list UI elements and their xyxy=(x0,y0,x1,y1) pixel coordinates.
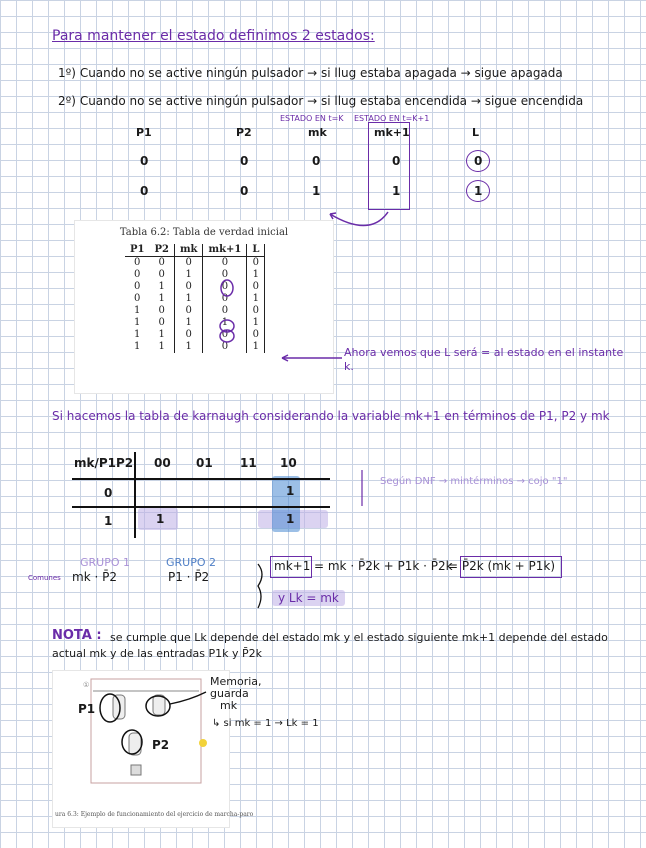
memory-note-line: Memoria, xyxy=(210,675,262,688)
nota-text: se cumple que Lk depende del estado mk y el estado siguiente mk+1 depende del estado actual mk y de las entradas P1k y P̄2k xyxy=(52,631,608,660)
th-mk: mk xyxy=(174,244,203,257)
equation-rhs: = mk · P̄2k + P1k · P̄2k xyxy=(314,559,453,573)
truth-table-cell: 0 xyxy=(203,305,247,317)
truth-table-cell: 1 xyxy=(134,305,141,316)
nota-label: NOTA : xyxy=(52,628,102,643)
truth-table-cell: 1 xyxy=(174,269,203,281)
case-1-number: 1º) xyxy=(58,66,76,80)
th-p1: P1 xyxy=(125,244,149,257)
truth-table-cell: 0 xyxy=(134,269,141,280)
hand-cell: 0 xyxy=(312,154,321,168)
hand-cell: 0 xyxy=(474,154,483,168)
truth-table-cell: 1 xyxy=(158,329,165,340)
circle-mark-icon xyxy=(122,730,142,754)
th-p2: P2 xyxy=(149,244,174,257)
truth-table-cell: 0 xyxy=(247,329,265,341)
truth-table-cell: 0 xyxy=(247,305,265,317)
truth-table-cell: 0 xyxy=(203,269,247,281)
arrow-line-icon xyxy=(170,692,206,704)
truth-table-cell: 0 xyxy=(203,293,247,305)
truth-table-cell: 0 xyxy=(158,317,165,328)
hand-header-mk: mk xyxy=(308,126,327,139)
hand-cell: 0 xyxy=(240,184,249,198)
hand-cell: 1 xyxy=(474,184,483,198)
kmap-col: 11 xyxy=(240,456,257,470)
kmap-row-label: 1 xyxy=(104,514,113,528)
circle-mark-icon xyxy=(100,694,120,722)
memory-note xyxy=(210,676,262,712)
kmap-cell: 1 xyxy=(286,484,295,498)
truth-table-cell: 0 xyxy=(174,257,203,270)
case-2-text: Cuando no se active ningún pulsador → si llug estaba encendida → sigue encendida xyxy=(79,94,584,108)
truth-table-cell: 1 xyxy=(158,281,165,292)
truth-table-cell: 1 xyxy=(203,317,247,329)
hand-header-l: L xyxy=(472,126,480,139)
note-l: Ahora vemos que L será = al estado en el instante k. xyxy=(344,346,624,373)
truth-table-cell: 1 xyxy=(134,317,141,328)
common-label: Comunes xyxy=(28,574,61,582)
arrow-note: ↳ si mk = 1 → Lk = 1 xyxy=(212,718,319,729)
kmap-col: 10 xyxy=(280,456,297,470)
kmap-cell: 1 xyxy=(156,512,165,526)
case-2-number: 2º) xyxy=(58,94,76,108)
group-2-expr: P1 · P̄2 xyxy=(168,570,210,584)
truth-table-cell: 1 xyxy=(174,293,203,305)
hand-cell: 0 xyxy=(240,154,249,168)
hand-header-mk1: mk+1 xyxy=(374,126,410,139)
truth-table-cell: 0 xyxy=(134,257,141,268)
circle-mark-icon xyxy=(146,696,170,716)
memory-note-line: mk xyxy=(220,699,238,712)
group-1-label: GRUPO 1 xyxy=(80,556,131,569)
truth-table-cell: 0 xyxy=(158,257,165,268)
case-1-text: Cuando no se active ningún pulsador → si llug estaba apagada → sigue apagada xyxy=(79,66,563,80)
th-l: L xyxy=(247,244,265,257)
kmap-col: 01 xyxy=(196,456,213,470)
p2-label: P2 xyxy=(152,738,170,752)
dnf-note: Según DNF → mintérminos → cojo "1" xyxy=(380,476,568,487)
truth-table-cell: 1 xyxy=(158,293,165,304)
truth-table-cell: 1 xyxy=(247,293,265,305)
truth-table-cell: 1 xyxy=(134,329,141,340)
hand-cell: 1 xyxy=(312,184,321,198)
page-title: Para mantener el estado definimos 2 estados: xyxy=(52,28,375,44)
hand-header-p2: P2 xyxy=(236,126,252,139)
kmap-corner: mk/P1P2 xyxy=(74,456,134,470)
truth-table-cell: 0 xyxy=(134,281,141,292)
equation-lhs: mk+1 xyxy=(274,559,311,573)
truth-table-cell: 0 xyxy=(158,305,165,316)
truth-table-cell: 1 xyxy=(247,317,265,329)
p1-label: P1 xyxy=(78,702,96,716)
svg-text:①: ① xyxy=(83,681,90,689)
truth-table-cell: 1 xyxy=(134,341,141,352)
truth-table-cell: 0 xyxy=(247,281,265,293)
kmap-cell: 1 xyxy=(286,512,295,526)
truth-table-cell: 1 xyxy=(247,341,265,353)
state-label-k1: ESTADO EN t=K+1 xyxy=(354,114,430,123)
hand-cell: 0 xyxy=(140,184,149,198)
truth-table-cell: 1 xyxy=(174,341,203,353)
truth-table-cell: 0 xyxy=(203,341,247,353)
truth-table-cell: 1 xyxy=(158,341,165,352)
truth-table-caption: Tabla 6.2: Tabla de verdad inicial xyxy=(119,227,289,238)
kmap-row-label: 0 xyxy=(104,486,113,500)
hand-header-p1: P1 xyxy=(136,126,152,139)
truth-table-cell: 0 xyxy=(174,329,203,341)
kmap-intro: Si hacemos la tabla de karnaugh considerando la variable mk+1 en términos de P1, P2 y mk xyxy=(52,409,610,423)
kmap-col: 00 xyxy=(154,456,171,470)
truth-table-cell: 0 xyxy=(174,281,203,293)
th-mk1: mk+1 xyxy=(203,244,247,257)
circuit-caption: ura 6.3: Ejemplo de funcionamiento del ejercicio de marcha-paro xyxy=(55,811,254,818)
truth-table-cell: 0 xyxy=(134,293,141,304)
group-1-expr: mk · P̄2 xyxy=(72,570,117,584)
hand-cell: 0 xyxy=(392,154,401,168)
equation-simplified: = P̄2k (mk + P1k) xyxy=(448,559,556,573)
hand-cell: 0 xyxy=(140,154,149,168)
truth-table-cell: 1 xyxy=(174,317,203,329)
l-equation: y Lk = mk xyxy=(272,590,345,606)
state-label-k: ESTADO EN t=K xyxy=(280,114,344,123)
truth-table-cell: 0 xyxy=(174,305,203,317)
memory-note-line: guarda xyxy=(210,687,249,700)
truth-table-cell: 0 xyxy=(247,257,265,270)
truth-table-cell: 0 xyxy=(203,329,247,341)
truth-table-cell: 0 xyxy=(203,281,247,293)
truth-table-cell: 0 xyxy=(158,269,165,280)
truth-table-cell: 0 xyxy=(203,257,247,270)
truth-table-cell: 1 xyxy=(247,269,265,281)
group-2-label: GRUPO 2 xyxy=(166,556,217,569)
hand-cell: 1 xyxy=(392,184,401,198)
